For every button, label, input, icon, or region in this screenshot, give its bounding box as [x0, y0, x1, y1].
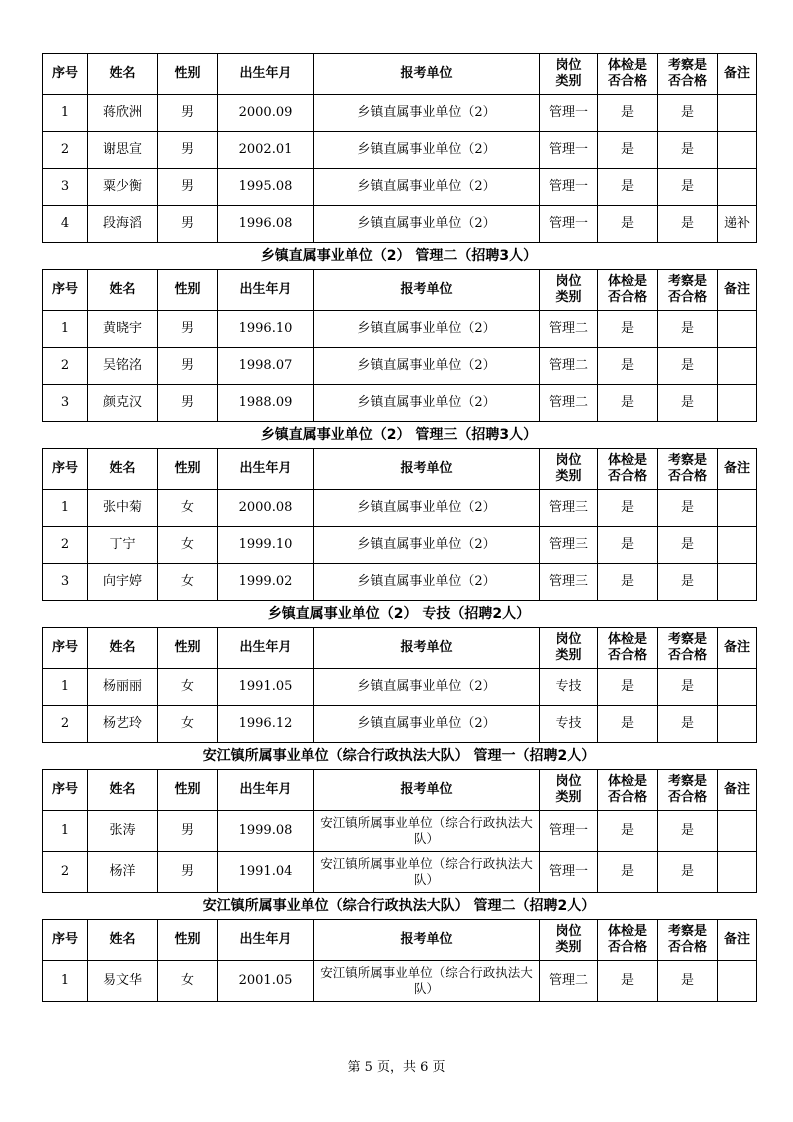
- cell-review: 是: [658, 385, 718, 422]
- header-review: [658, 920, 718, 961]
- cell-exam: 是: [598, 564, 658, 601]
- cell-name: 吴铭洺: [88, 348, 158, 385]
- table-row: [43, 311, 757, 348]
- header-exam: [598, 920, 658, 961]
- cell-gender: 女: [158, 490, 218, 527]
- cell-gender: 女: [158, 669, 218, 706]
- header-review: [658, 54, 718, 95]
- header-review-text: 否合格: [667, 469, 707, 484]
- header-seq: [43, 54, 88, 95]
- table-row: [43, 206, 757, 243]
- cell-birth: 2000.08: [218, 490, 314, 527]
- cell-birth: 1991.04: [218, 852, 314, 893]
- cell-exam: 是: [598, 311, 658, 348]
- cell-gender: 女: [158, 564, 218, 601]
- header-birth: [218, 54, 314, 95]
- cell-exam: 是: [598, 132, 658, 169]
- header-review: [658, 628, 718, 669]
- cell-seq: 3: [43, 169, 88, 206]
- cell-exam: 是: [598, 385, 658, 422]
- cell-birth: 1996.10: [218, 311, 314, 348]
- cell-gender: 男: [158, 169, 218, 206]
- header-post-text: 岗位: [555, 774, 582, 789]
- cell-exam: 是: [598, 490, 658, 527]
- cell-note: [718, 852, 757, 893]
- cell-seq: 1: [43, 669, 88, 706]
- header-review-text: 考察是: [667, 453, 707, 468]
- header-unit: [314, 54, 540, 95]
- cell-post: 管理二: [540, 961, 598, 1002]
- header-post-text: 类别: [555, 648, 582, 663]
- cell-gender: 女: [158, 527, 218, 564]
- header-post: [540, 770, 598, 811]
- header-note-text: 备注: [723, 640, 750, 655]
- header-note-text: 备注: [723, 282, 750, 297]
- header-exam-text: 否合格: [607, 648, 647, 663]
- cell-seq: 2: [43, 527, 88, 564]
- cell-birth: 1999.08: [218, 811, 314, 852]
- cell-gender: 女: [158, 961, 218, 1002]
- table-row: [43, 852, 757, 893]
- header-seq-text: 序号: [51, 640, 78, 655]
- header-post-text: 岗位: [555, 924, 582, 939]
- header-seq: [43, 628, 88, 669]
- header-review-text: 否合格: [667, 790, 707, 805]
- header-name-text: 姓名: [109, 932, 136, 947]
- header-unit-text: 报考单位: [400, 282, 453, 297]
- header-post: [540, 628, 598, 669]
- header-row: [43, 449, 757, 490]
- cell-review: 是: [658, 564, 718, 601]
- cell-name: 黄晓宇: [88, 311, 158, 348]
- cell-review: 是: [658, 852, 718, 893]
- cell-unit: 安江镇所属事业单位（综合行政执法大队）: [314, 961, 540, 1002]
- header-exam-text: 否合格: [607, 469, 647, 484]
- cell-note: [718, 490, 757, 527]
- roster-table: [42, 769, 757, 893]
- header-exam-text: 体检是: [607, 453, 647, 468]
- header-seq: [43, 770, 88, 811]
- cell-unit: 乡镇直属事业单位（2）: [314, 206, 540, 243]
- cell-note: [718, 311, 757, 348]
- cell-gender: 男: [158, 206, 218, 243]
- cell-seq: 1: [43, 95, 88, 132]
- cell-name: 丁宁: [88, 527, 158, 564]
- cell-post: 专技: [540, 669, 598, 706]
- header-exam-text: 体检是: [607, 632, 647, 647]
- header-post-text: 岗位: [555, 58, 582, 73]
- header-note: [718, 449, 757, 490]
- cell-seq: 4: [43, 206, 88, 243]
- header-name: [88, 770, 158, 811]
- roster-table: [42, 269, 757, 422]
- cell-exam: 是: [598, 206, 658, 243]
- cell-name: 粟少衡: [88, 169, 158, 206]
- cell-post: 管理二: [540, 348, 598, 385]
- roster-table: [42, 919, 757, 1002]
- header-review: [658, 270, 718, 311]
- section-title: 乡镇直属事业单位（2） 管理三（招聘3人）: [260, 427, 538, 443]
- cell-note: [718, 669, 757, 706]
- header-review: [658, 770, 718, 811]
- header-note-text: 备注: [723, 66, 750, 81]
- header-post-text: 类别: [555, 790, 582, 805]
- cell-seq: 1: [43, 311, 88, 348]
- header-gender-text: 性别: [174, 461, 201, 476]
- header-seq-text: 序号: [51, 461, 78, 476]
- cell-unit: 乡镇直属事业单位（2）: [314, 311, 540, 348]
- header-post: [540, 270, 598, 311]
- header-row: [43, 628, 757, 669]
- header-note-text: 备注: [723, 782, 750, 797]
- section-title: 安江镇所属事业单位（综合行政执法大队） 管理一（招聘2人）: [202, 748, 596, 764]
- cell-post: 管理一: [540, 169, 598, 206]
- header-name: [88, 449, 158, 490]
- header-unit-text: 报考单位: [400, 66, 453, 81]
- cell-unit: 乡镇直属事业单位（2）: [314, 169, 540, 206]
- table-row: [43, 527, 757, 564]
- header-name-text: 姓名: [109, 461, 136, 476]
- cell-exam: 是: [598, 706, 658, 743]
- cell-note: [718, 564, 757, 601]
- table-row: [43, 385, 757, 422]
- cell-note: [718, 961, 757, 1002]
- header-name-text: 姓名: [109, 66, 136, 81]
- header-review-text: 考察是: [667, 774, 707, 789]
- header-review-text: 考察是: [667, 632, 707, 647]
- cell-post: 专技: [540, 706, 598, 743]
- header-note: [718, 54, 757, 95]
- header-birth: [218, 628, 314, 669]
- header-exam-text: 否合格: [607, 290, 647, 305]
- header-gender-text: 性别: [174, 66, 201, 81]
- cell-post: 管理一: [540, 852, 598, 893]
- cell-seq: 2: [43, 852, 88, 893]
- header-exam-text: 否合格: [607, 790, 647, 805]
- header-seq-text: 序号: [51, 932, 78, 947]
- cell-name: 杨丽丽: [88, 669, 158, 706]
- header-note: [718, 770, 757, 811]
- header-gender: [158, 54, 218, 95]
- cell-review: 是: [658, 527, 718, 564]
- header-gender-text: 性别: [174, 282, 201, 297]
- cell-post: 管理一: [540, 811, 598, 852]
- header-gender: [158, 770, 218, 811]
- cell-post: 管理一: [540, 206, 598, 243]
- cell-gender: 男: [158, 852, 218, 893]
- header-gender-text: 性别: [174, 782, 201, 797]
- header-seq-text: 序号: [51, 66, 78, 81]
- cell-seq: 2: [43, 132, 88, 169]
- header-name-text: 姓名: [109, 640, 136, 655]
- header-exam: [598, 270, 658, 311]
- cell-post: 管理二: [540, 311, 598, 348]
- header-name: [88, 628, 158, 669]
- cell-gender: 男: [158, 311, 218, 348]
- cell-seq: 2: [43, 348, 88, 385]
- header-review-text: 考察是: [667, 924, 707, 939]
- cell-birth: 1998.07: [218, 348, 314, 385]
- cell-birth: 1996.08: [218, 206, 314, 243]
- cell-name: 易文华: [88, 961, 158, 1002]
- header-note: [718, 270, 757, 311]
- cell-review: 是: [658, 206, 718, 243]
- header-seq: [43, 449, 88, 490]
- cell-note: [718, 811, 757, 852]
- header-gender: [158, 270, 218, 311]
- cell-exam: 是: [598, 527, 658, 564]
- header-note-text: 备注: [723, 461, 750, 476]
- cell-note: [718, 169, 757, 206]
- header-name: [88, 270, 158, 311]
- cell-birth: 2000.09: [218, 95, 314, 132]
- header-name: [88, 920, 158, 961]
- table-row: [43, 490, 757, 527]
- cell-note: [718, 132, 757, 169]
- header-review-text: 否合格: [667, 648, 707, 663]
- header-review-text: 否合格: [667, 74, 707, 89]
- header-row: [43, 920, 757, 961]
- header-exam-text: 体检是: [607, 58, 647, 73]
- header-post: [540, 920, 598, 961]
- table-row: [43, 669, 757, 706]
- document-body: [42, 53, 756, 1002]
- cell-seq: 1: [43, 811, 88, 852]
- cell-seq: 3: [43, 564, 88, 601]
- table-row: [43, 169, 757, 206]
- cell-note: 递补: [718, 206, 757, 243]
- header-post-text: 岗位: [555, 632, 582, 647]
- cell-post: 管理一: [540, 95, 598, 132]
- header-gender-text: 性别: [174, 932, 201, 947]
- cell-unit: 乡镇直属事业单位（2）: [314, 527, 540, 564]
- section-title: 安江镇所属事业单位（综合行政执法大队） 管理二（招聘2人）: [202, 898, 596, 914]
- cell-review: 是: [658, 348, 718, 385]
- header-gender: [158, 628, 218, 669]
- header-birth: [218, 270, 314, 311]
- header-unit: [314, 920, 540, 961]
- header-unit: [314, 628, 540, 669]
- cell-name: 张涛: [88, 811, 158, 852]
- cell-unit: 乡镇直属事业单位（2）: [314, 564, 540, 601]
- cell-birth: 1999.02: [218, 564, 314, 601]
- cell-gender: 男: [158, 348, 218, 385]
- cell-post: 管理三: [540, 564, 598, 601]
- header-post-text: 类别: [555, 74, 582, 89]
- roster-table: [42, 627, 757, 743]
- header-review: [658, 449, 718, 490]
- table-row: [43, 348, 757, 385]
- cell-review: 是: [658, 669, 718, 706]
- cell-note: [718, 706, 757, 743]
- header-post-text: 岗位: [555, 453, 582, 468]
- cell-unit: 乡镇直属事业单位（2）: [314, 348, 540, 385]
- cell-exam: 是: [598, 852, 658, 893]
- header-seq-text: 序号: [51, 782, 78, 797]
- cell-unit: 乡镇直属事业单位（2）: [314, 669, 540, 706]
- header-seq: [43, 920, 88, 961]
- cell-post: 管理三: [540, 490, 598, 527]
- header-post-text: 类别: [555, 469, 582, 484]
- cell-note: [718, 348, 757, 385]
- header-row: [43, 270, 757, 311]
- header-note: [718, 628, 757, 669]
- header-seq: [43, 270, 88, 311]
- cell-exam: 是: [598, 811, 658, 852]
- page-footer: 第 5 页，共 6 页: [347, 1060, 446, 1075]
- cell-exam: 是: [598, 169, 658, 206]
- cell-unit: 安江镇所属事业单位（综合行政执法大队）: [314, 811, 540, 852]
- cell-unit: 乡镇直属事业单位（2）: [314, 706, 540, 743]
- header-note-text: 备注: [723, 932, 750, 947]
- cell-unit: 乡镇直属事业单位（2）: [314, 132, 540, 169]
- header-row: [43, 770, 757, 811]
- header-unit: [314, 770, 540, 811]
- header-gender: [158, 449, 218, 490]
- cell-name: 谢思宣: [88, 132, 158, 169]
- table-row: [43, 132, 757, 169]
- roster-table: [42, 53, 757, 243]
- cell-gender: 男: [158, 132, 218, 169]
- cell-seq: 3: [43, 385, 88, 422]
- section-title: 乡镇直属事业单位（2） 专技（招聘2人）: [267, 606, 531, 622]
- cell-birth: 2002.01: [218, 132, 314, 169]
- header-review-text: 考察是: [667, 274, 707, 289]
- cell-birth: 1991.05: [218, 669, 314, 706]
- cell-name: 张中菊: [88, 490, 158, 527]
- header-post-text: 类别: [555, 940, 582, 955]
- cell-unit: 乡镇直属事业单位（2）: [314, 490, 540, 527]
- cell-gender: 男: [158, 95, 218, 132]
- header-unit: [314, 270, 540, 311]
- cell-post: 管理三: [540, 527, 598, 564]
- cell-review: 是: [658, 706, 718, 743]
- table-row: [43, 706, 757, 743]
- cell-unit: 安江镇所属事业单位（综合行政执法大队）: [314, 852, 540, 893]
- cell-review: 是: [658, 811, 718, 852]
- cell-birth: 1996.12: [218, 706, 314, 743]
- header-post: [540, 449, 598, 490]
- cell-post: 管理一: [540, 132, 598, 169]
- header-post: [540, 54, 598, 95]
- header-gender-text: 性别: [174, 640, 201, 655]
- header-review-text: 否合格: [667, 290, 707, 305]
- cell-birth: 1988.09: [218, 385, 314, 422]
- header-birth-text: 出生年月: [239, 282, 292, 297]
- cell-birth: 2001.05: [218, 961, 314, 1002]
- cell-review: 是: [658, 490, 718, 527]
- section-title: 乡镇直属事业单位（2） 管理二（招聘3人）: [260, 248, 538, 264]
- header-birth: [218, 770, 314, 811]
- header-unit-text: 报考单位: [400, 782, 453, 797]
- header-exam: [598, 628, 658, 669]
- header-unit-text: 报考单位: [400, 461, 453, 476]
- header-note: [718, 920, 757, 961]
- header-exam: [598, 770, 658, 811]
- cell-name: 蒋欣洲: [88, 95, 158, 132]
- header-exam-text: 体检是: [607, 924, 647, 939]
- header-exam-text: 体检是: [607, 774, 647, 789]
- header-name-text: 姓名: [109, 282, 136, 297]
- cell-name: 段海滔: [88, 206, 158, 243]
- header-review-text: 考察是: [667, 58, 707, 73]
- cell-post: 管理二: [540, 385, 598, 422]
- header-birth-text: 出生年月: [239, 782, 292, 797]
- header-exam-text: 否合格: [607, 74, 647, 89]
- header-exam-text: 体检是: [607, 274, 647, 289]
- cell-seq: 2: [43, 706, 88, 743]
- header-seq-text: 序号: [51, 282, 78, 297]
- header-birth-text: 出生年月: [239, 640, 292, 655]
- cell-review: 是: [658, 169, 718, 206]
- cell-review: 是: [658, 961, 718, 1002]
- header-name: [88, 54, 158, 95]
- header-exam: [598, 54, 658, 95]
- cell-exam: 是: [598, 961, 658, 1002]
- header-review-text: 否合格: [667, 940, 707, 955]
- cell-note: [718, 527, 757, 564]
- header-unit: [314, 449, 540, 490]
- header-birth-text: 出生年月: [239, 932, 292, 947]
- cell-review: 是: [658, 132, 718, 169]
- cell-exam: 是: [598, 95, 658, 132]
- cell-note: [718, 385, 757, 422]
- cell-seq: 1: [43, 490, 88, 527]
- cell-unit: 乡镇直属事业单位（2）: [314, 95, 540, 132]
- header-birth: [218, 449, 314, 490]
- header-row: [43, 54, 757, 95]
- header-birth: [218, 920, 314, 961]
- header-unit-text: 报考单位: [400, 932, 453, 947]
- roster-table: [42, 448, 757, 601]
- cell-birth: 1999.10: [218, 527, 314, 564]
- table-row: [43, 811, 757, 852]
- cell-gender: 女: [158, 706, 218, 743]
- header-birth-text: 出生年月: [239, 66, 292, 81]
- header-birth-text: 出生年月: [239, 461, 292, 476]
- header-exam: [598, 449, 658, 490]
- header-gender: [158, 920, 218, 961]
- cell-note: [718, 95, 757, 132]
- table-row: [43, 95, 757, 132]
- header-name-text: 姓名: [109, 782, 136, 797]
- table-row: [43, 961, 757, 1002]
- cell-unit: 乡镇直属事业单位（2）: [314, 385, 540, 422]
- cell-name: 杨艺玲: [88, 706, 158, 743]
- header-exam-text: 否合格: [607, 940, 647, 955]
- cell-gender: 男: [158, 385, 218, 422]
- table-row: [43, 564, 757, 601]
- cell-review: 是: [658, 311, 718, 348]
- header-post-text: 岗位: [555, 274, 582, 289]
- cell-exam: 是: [598, 669, 658, 706]
- cell-name: 向宇婷: [88, 564, 158, 601]
- cell-seq: 1: [43, 961, 88, 1002]
- header-post-text: 类别: [555, 290, 582, 305]
- cell-name: 颜克汉: [88, 385, 158, 422]
- cell-birth: 1995.08: [218, 169, 314, 206]
- cell-exam: 是: [598, 348, 658, 385]
- cell-gender: 男: [158, 811, 218, 852]
- cell-name: 杨洋: [88, 852, 158, 893]
- cell-review: 是: [658, 95, 718, 132]
- header-unit-text: 报考单位: [400, 640, 453, 655]
